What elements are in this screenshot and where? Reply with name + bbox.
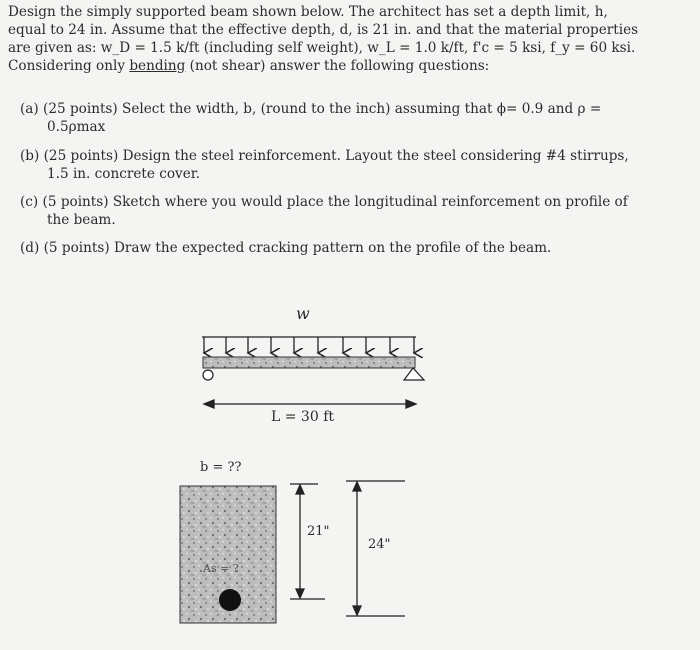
question-b-line-2: 1.5 in. concrete cover. [47, 166, 201, 182]
question-c-line-1: (c) (5 points) Sketch where you would place the longitudinal reinforcement on profile of [20, 194, 628, 210]
intro-line-1: Design the simply supported beam shown below. The architect has set a depth limit, h, [8, 4, 608, 20]
load-label: w [296, 304, 310, 323]
reinforcing-bar [219, 589, 241, 611]
intro-line-4-head: Considering only [8, 58, 130, 74]
question-d-line-1: (d) (5 points) Draw the expected cracking pattern on the profile of the beam. [20, 240, 552, 256]
pin-support [203, 370, 213, 380]
effective-depth-label: 21" [307, 524, 330, 539]
question-a-line-2: 0.5ρmax [47, 119, 106, 135]
width-label: b = ?? [200, 460, 242, 475]
bending-underlined: bending [129, 58, 186, 74]
beam-elevation [203, 357, 415, 368]
intro-line-3: are given as: w_D = 1.5 k/ft (including self weight), w_L = 1.0 k/ft, f'c = 5 ksi, f_y = 60 ksi. [8, 40, 636, 56]
steel-area-label: As = ? [203, 562, 239, 575]
question-b-line-1: (b) (25 points) Design the steel reinforcement. Layout the steel considering #4 stirrups, [20, 148, 629, 164]
span-dimension [204, 400, 416, 408]
question-a-line-1: (a) (25 points) Select the width, b, (round to the inch) assuming that ϕ= 0.9 and ρ = [20, 101, 602, 117]
span-label: L = 30 ft [271, 409, 334, 425]
total-depth-label: 24" [368, 537, 391, 552]
intro-line-4-tail: (not shear) answer the following questions: [185, 58, 490, 74]
effective-depth-dimension [290, 484, 325, 599]
question-c-line-2: the beam. [47, 212, 116, 228]
intro-line-2: equal to 24 in. Assume that the effective depth, d, is 21 in. and that the material properties [8, 22, 639, 38]
roller-support [404, 368, 424, 380]
distributed-load-arrows [202, 337, 416, 353]
